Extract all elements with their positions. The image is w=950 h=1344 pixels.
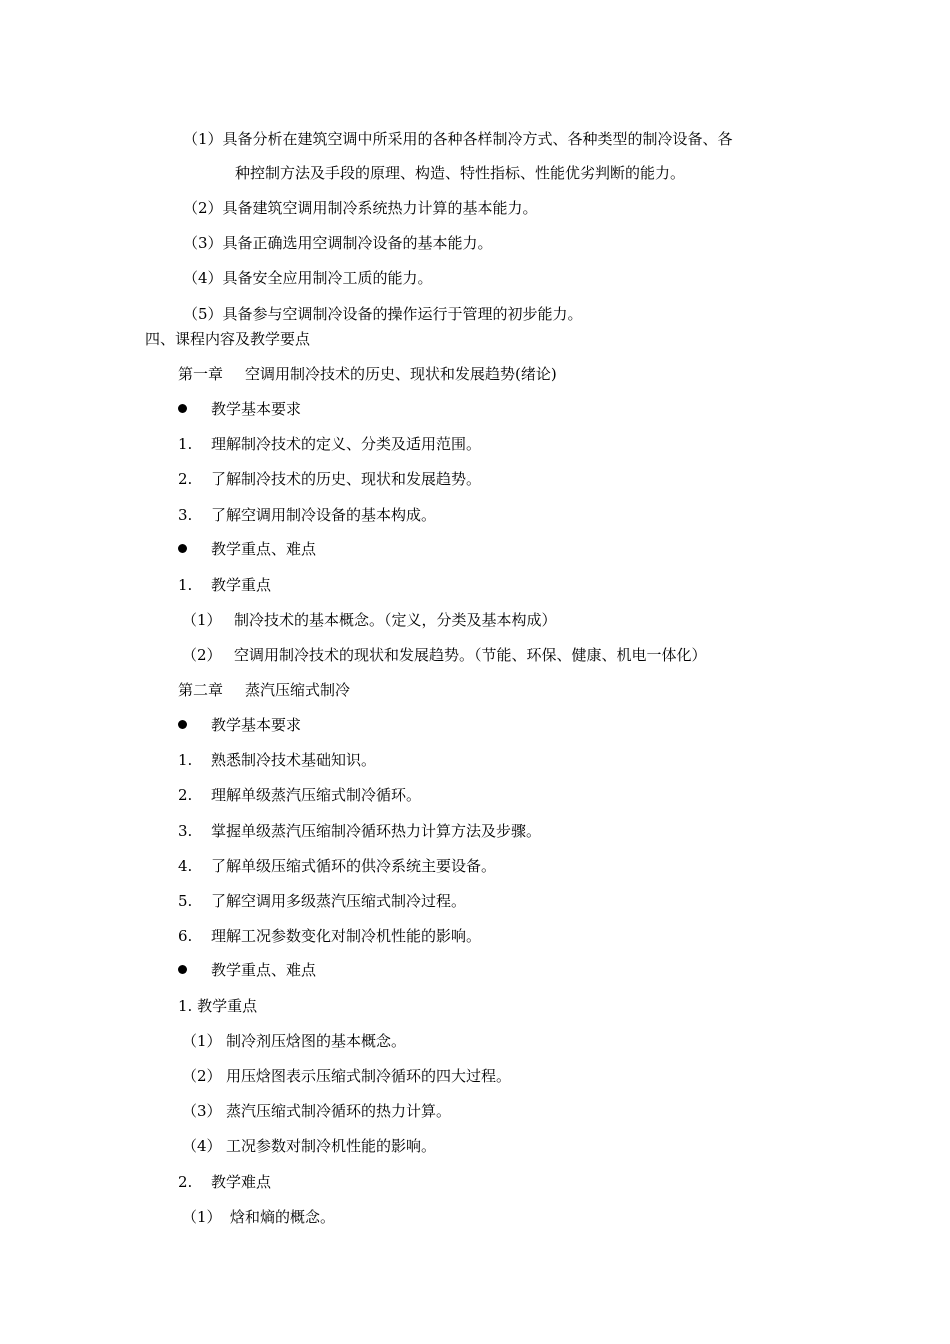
bullet-icon <box>178 720 187 729</box>
chapter-2-key-subheading: 1. 教学重点 <box>178 997 258 1015</box>
item-number: （1） <box>182 1032 222 1050</box>
item-text: 理解制冷技术的定义、分类及适用范围。 <box>211 435 482 453</box>
chapter-2-number: 第二章 <box>178 681 224 699</box>
chapter-1-key-subheading <box>178 575 271 595</box>
item-text: 工况参数对制冷机性能的影响。 <box>226 1137 437 1155</box>
chapter-2-requirements-heading <box>178 715 301 735</box>
ability-item-5: （5）具备参与空调制冷设备的操作运行于管理的初步能力。 <box>183 305 583 323</box>
item-text: 了解制冷技术的历史、现状和发展趋势。 <box>211 470 482 488</box>
item-text: 了解空调用制冷设备的基本构成。 <box>211 506 437 524</box>
chapter-1-name: 空调用制冷技术的历史、现状和发展趋势(绪论) <box>245 365 557 383</box>
list-item <box>178 434 481 454</box>
item-text: 制冷技术的基本概念。（定义，分类及基本构成） <box>234 611 557 629</box>
section-title: 四、课程内容及教学要点 <box>145 330 311 348</box>
list-item <box>182 645 707 665</box>
item-number: 4. <box>178 857 193 875</box>
chapter-1-number: 第一章 <box>178 365 224 383</box>
heading-text: 教学基本要求 <box>211 400 302 418</box>
item-text: 教学难点 <box>211 1173 272 1191</box>
item-text: 理解工况参数变化对制冷机性能的影响。 <box>211 927 482 945</box>
chapter-1-requirements-heading <box>178 399 301 419</box>
list-item <box>178 469 481 489</box>
list-item <box>178 750 376 770</box>
ability-item-1-line-1: （1）具备分析在建筑空调中所采用的各种各样制冷方式、各种类型的制冷设备、各 <box>183 130 733 148</box>
heading-text: 教学重点、难点 <box>211 540 317 558</box>
bullet-icon <box>178 544 187 553</box>
item-text: 掌握单级蒸汽压缩制冷循环热力计算方法及步骤。 <box>211 822 542 840</box>
ability-item-4: （4）具备安全应用制冷工质的能力。 <box>183 269 433 287</box>
list-item <box>178 891 466 911</box>
item-number: 3. <box>178 822 193 840</box>
item-text: 了解空调用多级蒸汽压缩式制冷过程。 <box>211 892 467 910</box>
item-number: （3） <box>182 1102 222 1120</box>
item-number: （4） <box>182 1137 222 1155</box>
item-text: 教学重点 <box>211 576 272 594</box>
item-number: （1） <box>182 611 222 629</box>
item-number: （2） <box>182 1067 222 1085</box>
item-text: 用压焓图表示压缩式制冷循环的四大过程。 <box>226 1067 512 1085</box>
chapter-1-key-points-heading <box>178 539 316 559</box>
ability-item-2: （2）具备建筑空调用制冷系统热力计算的基本能力。 <box>183 199 538 217</box>
item-text: 理解单级蒸汽压缩式制冷循环。 <box>211 786 422 804</box>
item-text: 了解单级压缩式循环的供冷系统主要设备。 <box>211 857 497 875</box>
list-item <box>182 1066 511 1086</box>
item-text: 焓和熵的概念。 <box>230 1208 336 1226</box>
item-text: 蒸汽压缩式制冷循环的热力计算。 <box>226 1102 452 1120</box>
item-number: 1. <box>178 751 193 769</box>
item-text: 空调用制冷技术的现状和发展趋势。（节能、环保、健康、机电一体化） <box>234 646 707 664</box>
item-number: 2. <box>178 1173 193 1191</box>
ability-item-3: （3）具备正确选用空调制冷设备的基本能力。 <box>183 234 493 252</box>
list-item <box>182 1031 406 1051</box>
item-number: 2. <box>178 470 193 488</box>
bullet-icon <box>178 404 187 413</box>
list-item <box>178 785 421 805</box>
item-number: 2. <box>178 786 193 804</box>
item-number: 3. <box>178 506 193 524</box>
chapter-2-title <box>178 680 350 700</box>
item-text: 制冷剂压焓图的基本概念。 <box>226 1032 407 1050</box>
chapter-1-title <box>178 364 557 384</box>
item-number: 5. <box>178 892 193 910</box>
item-text: 熟悉制冷技术基础知识。 <box>211 751 377 769</box>
item-number: 1. <box>178 576 193 594</box>
list-item <box>178 821 541 841</box>
bullet-icon <box>178 965 187 974</box>
chapter-2-name: 蒸汽压缩式制冷 <box>245 681 351 699</box>
list-item <box>182 1207 335 1227</box>
list-item <box>178 505 436 525</box>
list-item <box>178 856 496 876</box>
item-number: （2） <box>182 646 222 664</box>
item-number: 6. <box>178 927 193 945</box>
chapter-2-key-points-heading <box>178 960 316 980</box>
list-item <box>182 610 557 630</box>
chapter-2-difficulty-subheading <box>178 1172 271 1192</box>
ability-item-1-line-2: 种控制方法及手段的原理、构造、特性指标、性能优劣判断的能力。 <box>235 164 686 182</box>
heading-text: 教学基本要求 <box>211 716 302 734</box>
list-item <box>182 1101 451 1121</box>
heading-text: 教学重点、难点 <box>211 961 317 979</box>
item-number: （1） <box>182 1208 222 1226</box>
item-number: 1. <box>178 435 193 453</box>
list-item <box>182 1136 436 1156</box>
list-item <box>178 926 481 946</box>
